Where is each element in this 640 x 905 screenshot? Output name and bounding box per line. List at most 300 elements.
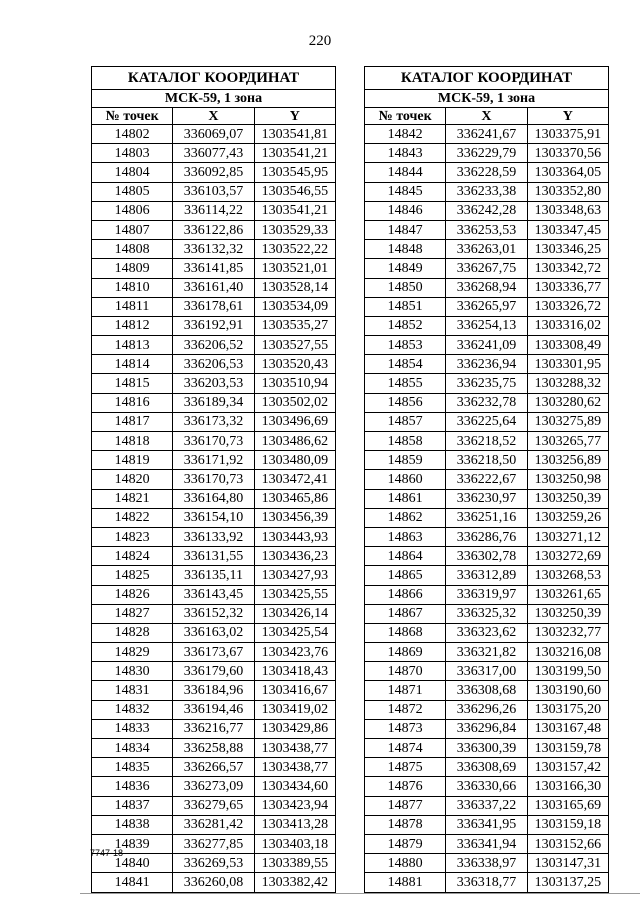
point-number-cell: 14802: [92, 125, 173, 144]
table-row: [92, 834, 336, 853]
column-header-y: Y: [254, 108, 335, 125]
x-coordinate-cell: 336114,22: [173, 201, 254, 220]
y-coordinate-cell: 1303486,62: [254, 432, 335, 451]
column-header-x: X: [446, 108, 527, 125]
x-coordinate-cell: 336141,85: [173, 259, 254, 278]
y-coordinate-cell: 1303364,05: [527, 163, 608, 182]
point-number-cell: 14831: [92, 681, 173, 700]
table-row: [92, 758, 336, 777]
y-coordinate-cell: 1303175,20: [527, 700, 608, 719]
y-coordinate-cell: 1303529,33: [254, 220, 335, 239]
table-row: [365, 470, 609, 489]
y-coordinate-cell: 1303159,78: [527, 739, 608, 758]
y-coordinate-cell: 1303272,69: [527, 547, 608, 566]
table-row: [365, 508, 609, 527]
point-number-cell: 14828: [92, 623, 173, 642]
y-coordinate-cell: 1303541,21: [254, 144, 335, 163]
point-number-cell: 14865: [365, 566, 446, 585]
point-number-cell: 14855: [365, 374, 446, 393]
x-coordinate-cell: 336189,34: [173, 393, 254, 412]
point-number-cell: 14824: [92, 547, 173, 566]
point-number-cell: 14851: [365, 297, 446, 316]
x-coordinate-cell: 336077,43: [173, 144, 254, 163]
table-row: [92, 220, 336, 239]
point-number-cell: 14832: [92, 700, 173, 719]
x-coordinate-cell: 336241,67: [446, 125, 527, 144]
x-coordinate-cell: 336338,97: [446, 854, 527, 873]
table-row: [365, 374, 609, 393]
y-coordinate-cell: 1303528,14: [254, 278, 335, 297]
x-coordinate-cell: 336232,78: [446, 393, 527, 412]
x-coordinate-cell: 336218,50: [446, 451, 527, 470]
x-coordinate-cell: 336260,08: [173, 873, 254, 892]
y-coordinate-cell: 1303342,72: [527, 259, 608, 278]
table-row: [365, 144, 609, 163]
point-number-cell: 14812: [92, 316, 173, 335]
table-row: [92, 547, 336, 566]
table-row: [365, 336, 609, 355]
x-coordinate-cell: 336103,57: [173, 182, 254, 201]
y-coordinate-cell: 1303423,94: [254, 796, 335, 815]
y-coordinate-cell: 1303167,48: [527, 719, 608, 738]
table-row: [365, 681, 609, 700]
x-coordinate-cell: 336206,52: [173, 336, 254, 355]
point-number-cell: 14850: [365, 278, 446, 297]
column-header-x: X: [173, 108, 254, 125]
point-number-cell: 14836: [92, 777, 173, 796]
y-coordinate-cell: 1303545,95: [254, 163, 335, 182]
x-coordinate-cell: 336236,94: [446, 355, 527, 374]
point-number-cell: 14829: [92, 643, 173, 662]
point-number-cell: 14856: [365, 393, 446, 412]
y-coordinate-cell: 1303423,76: [254, 643, 335, 662]
x-coordinate-cell: 336194,46: [173, 700, 254, 719]
point-number-cell: 14847: [365, 220, 446, 239]
point-number-cell: 14822: [92, 508, 173, 527]
point-number-cell: 14821: [92, 489, 173, 508]
x-coordinate-cell: 336133,92: [173, 527, 254, 546]
point-number-cell: 14804: [92, 163, 173, 182]
x-coordinate-cell: 336241,09: [446, 336, 527, 355]
table-row: [365, 873, 609, 892]
point-number-cell: 14826: [92, 585, 173, 604]
point-number-cell: 14866: [365, 585, 446, 604]
coordinate-system-zone: МСК-59, 1 зона: [92, 90, 336, 108]
table-row: [365, 163, 609, 182]
y-coordinate-cell: 1303159,18: [527, 815, 608, 834]
point-number-cell: 14854: [365, 355, 446, 374]
table-row: [92, 719, 336, 738]
catalog-title: КАТАЛОГ КООРДИНАТ: [365, 67, 609, 90]
x-coordinate-cell: 336161,40: [173, 278, 254, 297]
x-coordinate-cell: 336179,60: [173, 662, 254, 681]
x-coordinate-cell: 336308,68: [446, 681, 527, 700]
table-row: [92, 240, 336, 259]
table-row: [92, 508, 336, 527]
x-coordinate-cell: 336132,32: [173, 240, 254, 259]
y-coordinate-cell: 1303436,23: [254, 547, 335, 566]
table-row: [365, 604, 609, 623]
y-coordinate-cell: 1303308,49: [527, 336, 608, 355]
x-coordinate-cell: 336330,66: [446, 777, 527, 796]
table-row: [92, 451, 336, 470]
x-coordinate-cell: 336273,09: [173, 777, 254, 796]
y-coordinate-cell: 1303301,95: [527, 355, 608, 374]
x-coordinate-cell: 336152,32: [173, 604, 254, 623]
point-number-cell: 14825: [92, 566, 173, 585]
y-coordinate-cell: 1303520,43: [254, 355, 335, 374]
y-coordinate-cell: 1303429,86: [254, 719, 335, 738]
x-coordinate-cell: 336279,65: [173, 796, 254, 815]
x-coordinate-cell: 336235,75: [446, 374, 527, 393]
point-number-cell: 14820: [92, 470, 173, 489]
table-row: [92, 604, 336, 623]
table-row: [92, 355, 336, 374]
point-number-cell: 14879: [365, 834, 446, 853]
y-coordinate-cell: 1303271,12: [527, 527, 608, 546]
point-number-cell: 14864: [365, 547, 446, 566]
y-coordinate-cell: 1303443,93: [254, 527, 335, 546]
point-number-cell: 14877: [365, 796, 446, 815]
y-coordinate-cell: 1303527,55: [254, 336, 335, 355]
y-coordinate-cell: 1303389,55: [254, 854, 335, 873]
x-coordinate-cell: 336229,79: [446, 144, 527, 163]
coordinate-catalog-right: [364, 66, 609, 893]
y-coordinate-cell: 1303496,69: [254, 412, 335, 431]
y-coordinate-cell: 1303546,55: [254, 182, 335, 201]
table-row: [92, 643, 336, 662]
table-row: [92, 297, 336, 316]
table-row: [365, 201, 609, 220]
table-row: [365, 432, 609, 451]
x-coordinate-cell: 336321,82: [446, 643, 527, 662]
table-row: [92, 374, 336, 393]
x-coordinate-cell: 336281,42: [173, 815, 254, 834]
table-row: [365, 662, 609, 681]
x-coordinate-cell: 336318,77: [446, 873, 527, 892]
x-coordinate-cell: 336178,61: [173, 297, 254, 316]
column-header-point-number: № точек: [365, 108, 446, 125]
y-coordinate-cell: 1303152,66: [527, 834, 608, 853]
document-code: 7747-18: [90, 848, 124, 858]
x-coordinate-cell: 336122,86: [173, 220, 254, 239]
point-number-cell: 14846: [365, 201, 446, 220]
x-coordinate-cell: 336296,26: [446, 700, 527, 719]
point-number-cell: 14871: [365, 681, 446, 700]
x-coordinate-cell: 336325,32: [446, 604, 527, 623]
y-coordinate-cell: 1303502,02: [254, 393, 335, 412]
y-coordinate-cell: 1303510,94: [254, 374, 335, 393]
table-row: [92, 201, 336, 220]
x-coordinate-cell: 336266,57: [173, 758, 254, 777]
y-coordinate-cell: 1303137,25: [527, 873, 608, 892]
coordinate-catalog-left: [91, 66, 336, 893]
x-coordinate-cell: 336173,32: [173, 412, 254, 431]
x-coordinate-cell: 336218,52: [446, 432, 527, 451]
table-row: [365, 739, 609, 758]
y-coordinate-cell: 1303456,39: [254, 508, 335, 527]
column-header-y: Y: [527, 108, 608, 125]
point-number-cell: 14880: [365, 854, 446, 873]
y-coordinate-cell: 1303268,53: [527, 566, 608, 585]
point-number-cell: 14806: [92, 201, 173, 220]
y-coordinate-cell: 1303438,77: [254, 758, 335, 777]
y-coordinate-cell: 1303165,69: [527, 796, 608, 815]
y-coordinate-cell: 1303232,77: [527, 623, 608, 642]
x-coordinate-cell: 336192,91: [173, 316, 254, 335]
table-row: [365, 758, 609, 777]
table-row: [92, 854, 336, 873]
y-coordinate-cell: 1303375,91: [527, 125, 608, 144]
point-number-cell: 14874: [365, 739, 446, 758]
y-coordinate-cell: 1303419,02: [254, 700, 335, 719]
y-coordinate-cell: 1303413,28: [254, 815, 335, 834]
point-number-cell: 14805: [92, 182, 173, 201]
table-row: [365, 815, 609, 834]
point-number-cell: 14868: [365, 623, 446, 642]
y-coordinate-cell: 1303480,09: [254, 451, 335, 470]
table-row: [365, 489, 609, 508]
table-row: [365, 527, 609, 546]
table-row: [92, 777, 336, 796]
y-coordinate-cell: 1303438,77: [254, 739, 335, 758]
point-number-cell: 14843: [365, 144, 446, 163]
y-coordinate-cell: 1303403,18: [254, 834, 335, 853]
y-coordinate-cell: 1303418,43: [254, 662, 335, 681]
y-coordinate-cell: 1303427,93: [254, 566, 335, 585]
coordinate-system-zone: МСК-59, 1 зона: [365, 90, 609, 108]
table-row: [92, 700, 336, 719]
x-coordinate-cell: 336268,94: [446, 278, 527, 297]
y-coordinate-cell: 1303434,60: [254, 777, 335, 796]
y-coordinate-cell: 1303541,21: [254, 201, 335, 220]
point-number-cell: 14808: [92, 240, 173, 259]
table-row: [365, 278, 609, 297]
y-coordinate-cell: 1303250,39: [527, 489, 608, 508]
y-coordinate-cell: 1303348,63: [527, 201, 608, 220]
y-coordinate-cell: 1303535,27: [254, 316, 335, 335]
y-coordinate-cell: 1303465,86: [254, 489, 335, 508]
x-coordinate-cell: 336267,75: [446, 259, 527, 278]
catalog-title: КАТАЛОГ КООРДИНАТ: [92, 67, 336, 90]
y-coordinate-cell: 1303166,30: [527, 777, 608, 796]
point-number-cell: 14878: [365, 815, 446, 834]
point-number-cell: 14861: [365, 489, 446, 508]
point-number-cell: 14876: [365, 777, 446, 796]
x-coordinate-cell: 336251,16: [446, 508, 527, 527]
table-row: [92, 144, 336, 163]
x-coordinate-cell: 336286,76: [446, 527, 527, 546]
table-row: [92, 527, 336, 546]
point-number-cell: 14844: [365, 163, 446, 182]
point-number-cell: 14873: [365, 719, 446, 738]
y-coordinate-cell: 1303280,62: [527, 393, 608, 412]
point-number-cell: 14858: [365, 432, 446, 451]
point-number-cell: 14834: [92, 739, 173, 758]
column-header-point-number: № точек: [92, 108, 173, 125]
y-coordinate-cell: 1303288,32: [527, 374, 608, 393]
y-coordinate-cell: 1303336,77: [527, 278, 608, 297]
x-coordinate-cell: 336171,92: [173, 451, 254, 470]
table-row: [92, 662, 336, 681]
x-coordinate-cell: 336228,59: [446, 163, 527, 182]
x-coordinate-cell: 336254,13: [446, 316, 527, 335]
point-number-cell: 14819: [92, 451, 173, 470]
point-number-cell: 14867: [365, 604, 446, 623]
table-row: [92, 259, 336, 278]
y-coordinate-cell: 1303472,41: [254, 470, 335, 489]
x-coordinate-cell: 336242,28: [446, 201, 527, 220]
point-number-cell: 14817: [92, 412, 173, 431]
y-coordinate-cell: 1303382,42: [254, 873, 335, 892]
point-number-cell: 14870: [365, 662, 446, 681]
x-coordinate-cell: 336184,96: [173, 681, 254, 700]
page-number: 220: [308, 33, 332, 49]
point-number-cell: 14852: [365, 316, 446, 335]
table-row: [365, 719, 609, 738]
point-number-cell: 14881: [365, 873, 446, 892]
y-coordinate-cell: 1303216,08: [527, 643, 608, 662]
y-coordinate-cell: 1303534,09: [254, 297, 335, 316]
y-coordinate-cell: 1303265,77: [527, 432, 608, 451]
x-coordinate-cell: 336135,11: [173, 566, 254, 585]
table-row: [365, 700, 609, 719]
table-row: [365, 125, 609, 144]
point-number-cell: 14845: [365, 182, 446, 201]
x-coordinate-cell: 336170,73: [173, 470, 254, 489]
catalog-body: [92, 125, 336, 893]
point-number-cell: 14842: [365, 125, 446, 144]
table-row: [92, 815, 336, 834]
table-row: [365, 585, 609, 604]
y-coordinate-cell: 1303346,25: [527, 240, 608, 259]
table-row: [92, 125, 336, 144]
x-coordinate-cell: 336308,69: [446, 758, 527, 777]
table-row: [365, 259, 609, 278]
table-row: [365, 355, 609, 374]
x-coordinate-cell: 336317,00: [446, 662, 527, 681]
table-row: [365, 777, 609, 796]
point-number-cell: 14860: [365, 470, 446, 489]
table-row: [365, 297, 609, 316]
table-row: [365, 451, 609, 470]
table-row: [365, 643, 609, 662]
point-number-cell: 14840: [92, 854, 173, 873]
point-number-cell: 14848: [365, 240, 446, 259]
table-row: [365, 182, 609, 201]
x-coordinate-cell: 336163,02: [173, 623, 254, 642]
table-row: [92, 873, 336, 892]
point-number-cell: 14857: [365, 412, 446, 431]
x-coordinate-cell: 336258,88: [173, 739, 254, 758]
point-number-cell: 14814: [92, 355, 173, 374]
y-coordinate-cell: 1303521,01: [254, 259, 335, 278]
table-row: [365, 316, 609, 335]
point-number-cell: 14869: [365, 643, 446, 662]
point-number-cell: 14809: [92, 259, 173, 278]
x-coordinate-cell: 336203,53: [173, 374, 254, 393]
x-coordinate-cell: 336341,95: [446, 815, 527, 834]
catalog-body: [365, 125, 609, 893]
y-coordinate-cell: 1303316,02: [527, 316, 608, 335]
y-coordinate-cell: 1303199,50: [527, 662, 608, 681]
point-number-cell: 14803: [92, 144, 173, 163]
table-row: [365, 834, 609, 853]
point-number-cell: 14816: [92, 393, 173, 412]
point-number-cell: 14841: [92, 873, 173, 892]
x-coordinate-cell: 336337,22: [446, 796, 527, 815]
table-row: [92, 796, 336, 815]
x-coordinate-cell: 336092,85: [173, 163, 254, 182]
x-coordinate-cell: 336143,45: [173, 585, 254, 604]
table-row: [92, 623, 336, 642]
table-row: [365, 240, 609, 259]
y-coordinate-cell: 1303190,60: [527, 681, 608, 700]
y-coordinate-cell: 1303261,65: [527, 585, 608, 604]
y-coordinate-cell: 1303347,45: [527, 220, 608, 239]
x-coordinate-cell: 336277,85: [173, 834, 254, 853]
x-coordinate-cell: 336323,62: [446, 623, 527, 642]
x-coordinate-cell: 336131,55: [173, 547, 254, 566]
point-number-cell: 14830: [92, 662, 173, 681]
point-number-cell: 14838: [92, 815, 173, 834]
point-number-cell: 14853: [365, 336, 446, 355]
page-edge-line: [80, 893, 640, 894]
x-coordinate-cell: 336170,73: [173, 432, 254, 451]
x-coordinate-cell: 336296,84: [446, 719, 527, 738]
point-number-cell: 14875: [365, 758, 446, 777]
point-number-cell: 14815: [92, 374, 173, 393]
y-coordinate-cell: 1303425,54: [254, 623, 335, 642]
point-number-cell: 14872: [365, 700, 446, 719]
point-number-cell: 14807: [92, 220, 173, 239]
x-coordinate-cell: 336230,97: [446, 489, 527, 508]
x-coordinate-cell: 336173,67: [173, 643, 254, 662]
x-coordinate-cell: 336222,67: [446, 470, 527, 489]
table-row: [92, 489, 336, 508]
y-coordinate-cell: 1303541,81: [254, 125, 335, 144]
x-coordinate-cell: 336319,97: [446, 585, 527, 604]
y-coordinate-cell: 1303326,72: [527, 297, 608, 316]
table-row: [92, 432, 336, 451]
table-row: [365, 566, 609, 585]
table-row: [365, 220, 609, 239]
x-coordinate-cell: 336265,97: [446, 297, 527, 316]
point-number-cell: 14813: [92, 336, 173, 355]
x-coordinate-cell: 336216,77: [173, 719, 254, 738]
point-number-cell: 14835: [92, 758, 173, 777]
y-coordinate-cell: 1303147,31: [527, 854, 608, 873]
y-coordinate-cell: 1303157,42: [527, 758, 608, 777]
x-coordinate-cell: 336302,78: [446, 547, 527, 566]
y-coordinate-cell: 1303522,22: [254, 240, 335, 259]
y-coordinate-cell: 1303275,89: [527, 412, 608, 431]
table-row: [92, 681, 336, 700]
x-coordinate-cell: 336069,07: [173, 125, 254, 144]
y-coordinate-cell: 1303256,89: [527, 451, 608, 470]
point-number-cell: 14823: [92, 527, 173, 546]
table-row: [92, 470, 336, 489]
point-number-cell: 14827: [92, 604, 173, 623]
table-row: [365, 547, 609, 566]
y-coordinate-cell: 1303250,98: [527, 470, 608, 489]
y-coordinate-cell: 1303426,14: [254, 604, 335, 623]
x-coordinate-cell: 336263,01: [446, 240, 527, 259]
x-coordinate-cell: 336253,53: [446, 220, 527, 239]
table-row: [92, 163, 336, 182]
table-row: [92, 336, 336, 355]
y-coordinate-cell: 1303259,26: [527, 508, 608, 527]
